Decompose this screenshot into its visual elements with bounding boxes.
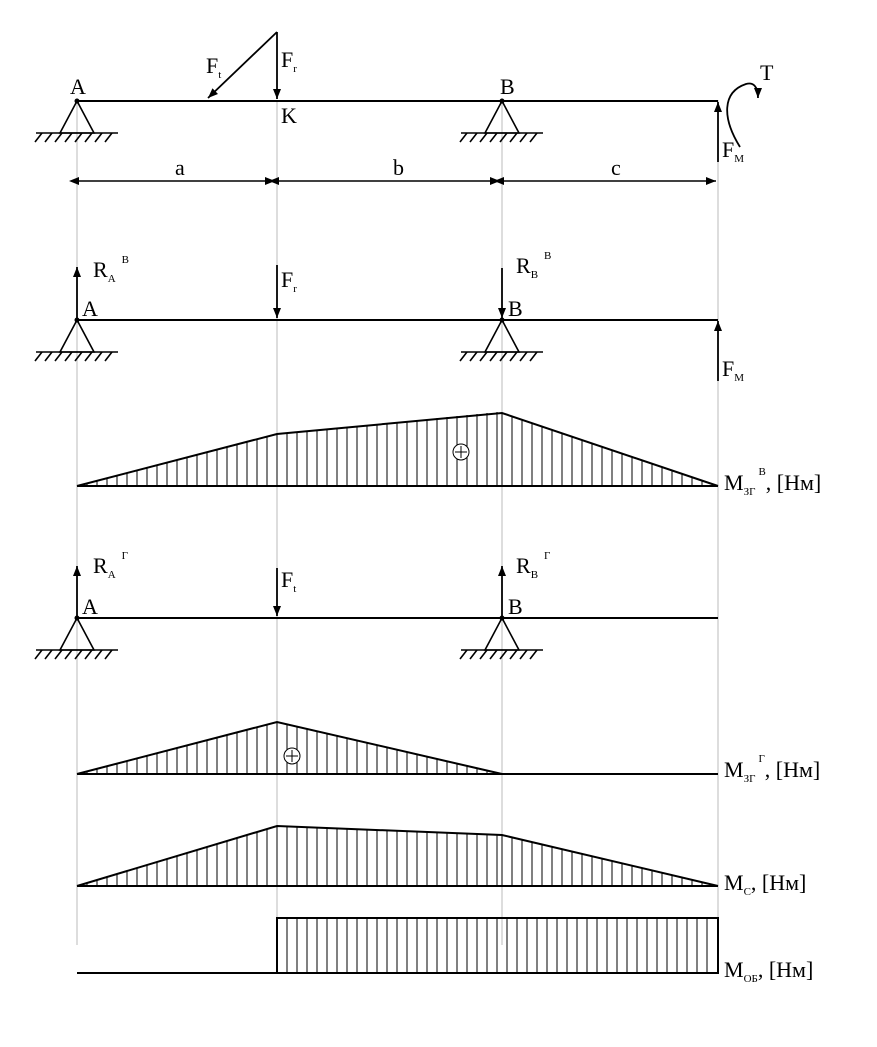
reaction-a-label: $R_A^B$ bbox=[93, 254, 129, 285]
dim-b-label: b bbox=[393, 155, 404, 180]
moment-diagram-horizontal bbox=[77, 722, 820, 785]
beam-scheme-horizontal bbox=[35, 550, 718, 659]
diagram-label: $M_С$, [Нм] bbox=[724, 870, 807, 898]
beam-scheme-vertical bbox=[35, 250, 744, 384]
force-t-label: $F_t$ bbox=[206, 53, 222, 81]
force-t-arrow bbox=[208, 32, 277, 98]
force-r-label: $F_r$ bbox=[281, 267, 297, 295]
torque-diagram bbox=[77, 918, 813, 985]
point-a-label: A bbox=[70, 74, 86, 99]
force-m-label: $F_M$ bbox=[722, 137, 745, 165]
point-a-label: A bbox=[82, 594, 98, 619]
moment-diagram-total bbox=[77, 826, 806, 898]
hatching bbox=[287, 918, 707, 973]
force-r-label: $F_r$ bbox=[281, 47, 297, 75]
reaction-a-label: $R_A^Г$ bbox=[93, 550, 128, 581]
diagram-label: $M_{ЗГ}^Г$, [Нм] bbox=[724, 753, 821, 785]
point-k-label: K bbox=[281, 103, 297, 128]
point-b-label: B bbox=[508, 296, 523, 321]
force-t-label: $F_t$ bbox=[281, 567, 297, 595]
reaction-b-label: $R_B^B$ bbox=[516, 250, 552, 281]
guide-lines bbox=[77, 100, 718, 945]
point-a-label: A bbox=[82, 296, 98, 321]
point-b-label: B bbox=[500, 74, 515, 99]
moment-diagram-vertical bbox=[77, 412, 821, 498]
diagram-label: $M_{ОБ}$, [Нм] bbox=[724, 957, 814, 985]
dim-a-label: a bbox=[175, 155, 185, 180]
force-m-label: $F_M$ bbox=[722, 356, 745, 384]
point-b-label: B bbox=[508, 594, 523, 619]
reaction-b-label: $R_B^Г$ bbox=[516, 550, 551, 581]
torque-label: T bbox=[760, 60, 774, 85]
dim-c-label: c bbox=[611, 155, 621, 180]
diagram-label: $M_{ЗГ}^В$, [Нм] bbox=[724, 466, 822, 498]
beam-scheme-main bbox=[35, 32, 774, 181]
